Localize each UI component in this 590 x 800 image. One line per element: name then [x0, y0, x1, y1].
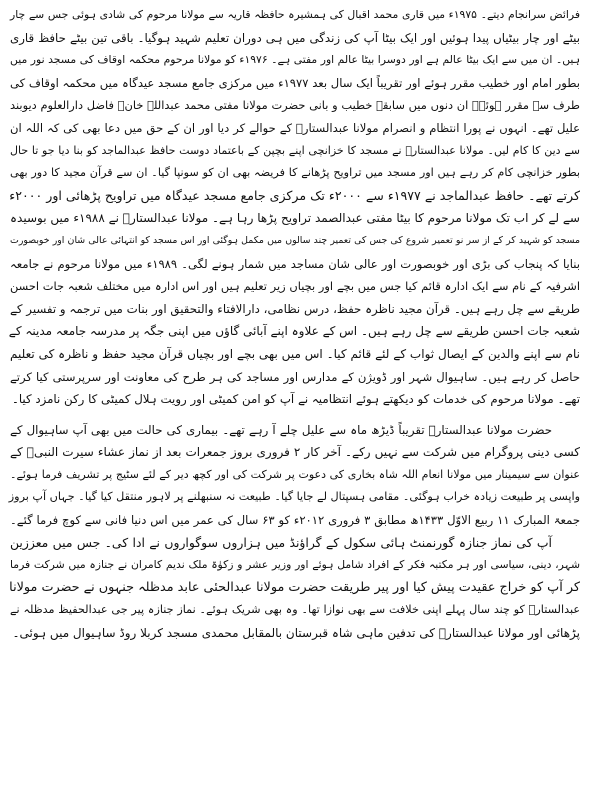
text-line: پڑھائی اور مولانا عبدالستارؒ کی تدفین ماہی شاہ قبرستان بالمقابل محمدی مسجد کربلا روڈ ساہیوال میں ہوئی۔	[12, 626, 580, 641]
text-line: اشرفیہ کے نام سے ایک ادارہ قائم کیا جس میں بچے اور بچیاں زیر تعلیم ہیں اور اس ادارہ میں مختلف شعبہ جات احسن	[10, 279, 580, 294]
paragraph-1	[10, 4, 580, 411]
paragraph-2	[10, 419, 580, 645]
text-line: عبدالستارؒ کو چند سال پہلے اپنی خلافت سے بھی نوازا تھا۔ وہ بھی شریک ہوئے۔ نماز جنازہ پیر جی عبدالحفیظ مدظلہ نے	[10, 603, 580, 617]
text-line: ہیں۔ ان میں سے ایک بیٹا عالم ہے اور دوسرا بیٹا عالم اور مفتی ہے۔ ۱۹۷۶ء کو مولانا مرحوم محکمہ اوقاف کی مسجد نور میں	[10, 53, 581, 67]
text-line: بطور خزانچی کام کر رہے ہیں اور مسجد میں تراویح پڑھانے کا فریضہ بھی ان کو سونپا گیا۔ ان سے قرآن مجید کا دور بھی	[10, 166, 580, 180]
text-line: سے لے کر اب تک مولانا مرحوم کا بیٹا مفتی عبدالصمد تراویح پڑھا رہا ہے۔ مولانا عبدالستارؒ نے ۱۹۸۸ء میں بوسیدہ	[10, 211, 580, 226]
text-line: طریقے سے چل رہے ہیں۔ قرآن مجید ناظرہ حفظ، درس نظامی، دارالافتاء والتحقیق اور بنات میں ترجمہ و تفسیر کے	[10, 301, 580, 316]
text-line: تھے۔ مولانا مرحوم کی خدمات کو دیکھتے ہوئے انتظامیہ نے آپ کو امن کمیٹی اور رویت ہلال کمیٹی کا رکن نامزد کیا۔	[11, 392, 580, 407]
text-line: شعبہ جات احسن طریقے سے چل رہے ہیں۔ اس کے علاوہ اپنے آبائی گاؤں میں اپنی جگہ پر مدرسہ جامعہ مدینہ کے	[8, 324, 580, 339]
text-line: بنایا کہ پنجاب کی بڑی اور خوبصورت اور عالی شان مساجد میں شمار ہونے لگی۔ ۱۹۸۹ء میں مولانا مرحوم نے جامعہ	[10, 256, 580, 271]
text-line: واپسی پر طبیعت زیادہ خراب ہوگئی۔ مقامی ہسپتال لے جایا گیا۔ طبیعت نہ سنبھلنے پر لاہور منتقل کیا گیا۔ جہاں آپ بروز	[8, 490, 580, 504]
text-line: عنوان سے سیمینار میں مولانا انعام اللہ شاہ بخاری کی دعوت پر شرکت کی اور کچھ دیر کے لئے سٹیج پر تشریف فرما ہوئے۔	[10, 467, 580, 481]
text-line: حضرت مولانا عبدالستارؒ تقریباً ڈیڑھ ماہ سے علیل چلے آ رہے تھے۔ بیماری کی حالت میں بھی آپ ساہیوال کے	[10, 422, 552, 437]
document-page	[10, 4, 580, 796]
text-line: کرتے تھے۔ حافظ عبدالماجد نے ۱۹۷۷ء سے ۲۰۰۰ء تک مرکزی جامع مسجد عیدگاہ میں تراویح پڑھائی اور ۲۰۰۰ء	[9, 187, 580, 203]
text-line: کسی دینی پروگرام میں شرکت سے نہیں رکے۔ آخر کار ۲ فروری بروز جمعرات بعد از نماز عشاء سیرت النبیؐ کے	[10, 445, 581, 460]
text-line: نام سے اپنے والدین کے ایصال ثواب کے لئے قائم کیا۔ اس میں بھی بچے اور بچیاں قرآن مجید حفظ و ناظرہ کی تعلیم	[10, 346, 580, 361]
text-line: جمعۃ المبارک ۱۱ ربیع الاوّل ۱۴۳۳ھ مطابق ۳ فروری ۲۰۱۲ء کو ۶۳ سال کی عمر میں اس دنیا فانی سے کوچ فرما گئے۔	[10, 513, 580, 528]
text-line: بطور امام اور خطیب مقرر ہوئے اور تقریباً ایک سال بعد ۱۹۷۷ء میں مرکزی جامع مسجد عیدگاہ میں محکمہ اوقاف کی	[10, 75, 580, 90]
text-line: آپ کی نماز جنازہ گورنمنٹ ہائی سکول کے گراؤنڈ میں ہزاروں سوگواروں نے ادا کی۔ جس میں معززین	[10, 534, 552, 550]
paragraph-gap	[10, 411, 580, 419]
text-line: حاصل کر رہے ہیں۔ ساہیوال شہر اور ڈویژن کے مدارس اور مساجد کی ہر طرح کی معاونت اور سرپرستی کیا کرتے	[10, 369, 580, 384]
text-line: طرف سے مقرر ہوئے۔ ان دنوں میں سابقہ خطیب و بانی حضرت مولانا مفتی محمد عبداللہ خانؒ فاضل دارالعلوم دیوبند	[10, 98, 580, 113]
text-line: علیل تھے۔ انہوں نے پورا انتظام و انصرام مولانا عبدالستارؒ کے حوالے کر دیا اور ان کے حق میں دعا بھی کی کہ اللہ ان	[10, 120, 580, 135]
text-line: بیٹے اور چار بیٹیاں پیدا ہوئیں اور ایک بیٹا آپ کی زندگی میں ہی دوران تعلیم شہید ہوگیا۔ باقی تین بیٹے حافظ قاری	[10, 30, 580, 45]
text-line: فرائض سرانجام دیتے۔ ۱۹۷۵ء میں قاری محمد اقبال کی ہمشیرہ حافظہ قاریہ سے مولانا مرحوم کی شادی ہوئی جس سے چار	[10, 8, 580, 21]
text-line: کر آپ کو خراج عقیدت پیش کیا اور پیر طریقت حضرت مولانا عبدالحئی عابد مدظلہ جنہوں نے حضرت مولانا	[9, 579, 580, 595]
text-line: سے دین کا کام لیں۔ مولانا عبدالستارؒ نے مسجد کا خزانچی اپنے بچپن کے باعتماد دوست حافظ عبدالماجد کو بنا دیا جو تا حال	[10, 143, 580, 157]
text-line: مسجد کو شہید کر کے از سر نو تعمیر شروع کی جس کی تعمیر چند سالوں میں مکمل ہوگئی اور اس مسجد کو انتہائی عالی شان اور خوبصورت	[10, 234, 580, 246]
text-line: شہر، دینی، سیاسی اور ہر مکتبہ فکر کے افراد شامل ہوئے اور وزیر عشر و زکوٰۃ ملک ندیم کامران نے جنازہ میں شرکت فرما	[10, 558, 580, 572]
